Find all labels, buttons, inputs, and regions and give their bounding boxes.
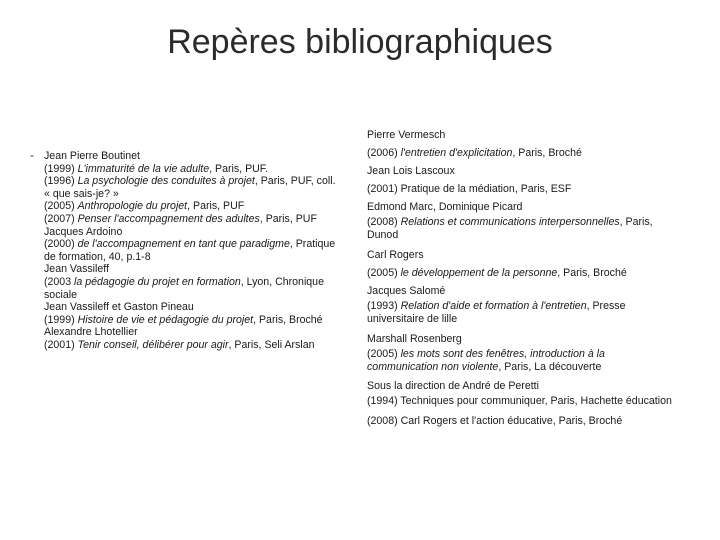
bib-entry: Jacques Ardoino: [44, 225, 123, 238]
bib-entry: Jean Pierre Boutinet: [44, 150, 140, 162]
bib-entry: (2005) Anthropologie du projet, Paris, PUF: [44, 200, 245, 213]
left-bibliography-column: [44, 150, 344, 352]
bib-entry: Jean Lois Lascoux: [367, 165, 455, 177]
bib-entry: (2003 la pédagogie du projet en formation, Lyon, Chronique sociale: [44, 275, 324, 301]
bib-entry: Jean Vassileff: [44, 263, 109, 276]
bib-entry: (1999) Histoire de vie et pédagogie du projet, Paris, Broché: [44, 313, 323, 326]
bib-entry: Pierre Vermesch: [367, 129, 446, 141]
bib-entry: Marshall Rosenberg: [367, 333, 462, 345]
bib-entry: (2005) les mots sont des fenêtres, introduction à la communication non violente, Paris, La découverte: [367, 348, 605, 373]
bib-entry: (2007) Penser l'accompagnement des adultes, Paris, PUF: [44, 212, 317, 225]
bib-entry: Carl Rogers: [367, 249, 424, 261]
bib-entry: (1994) Techniques pour communiquer, Paris, Hachette éducation: [367, 395, 672, 407]
bib-entry: Jean Vassileff et Gaston Pineau: [44, 301, 194, 314]
bib-entry: (2005) le développement de la personne, Paris, Broché: [367, 267, 627, 279]
bib-entry: Alexandre Lhotellier: [44, 326, 138, 339]
bib-entry: (1999) L'immaturité de la vie adulte, Paris, PUF.: [44, 162, 269, 175]
bib-entry: (2000) de l'accompagnement en tant que paradigme, Pratique de formation, 40, p.1-8: [44, 238, 336, 263]
bib-entry: (1993) Relation d'aide et formation à l'entretien, Presse universitaire de lille: [367, 300, 626, 325]
page-title: Repères bibliographiques: [167, 23, 553, 61]
bullet-marker: -: [30, 148, 34, 162]
bib-entry: Edmond Marc, Dominique Picard: [367, 201, 523, 213]
bib-entry: Sous la direction de André de Peretti: [367, 380, 539, 392]
bib-entry: (1996) La psychologie des conduites à projet, Paris, PUF, coll. « que sais-je? »: [44, 175, 336, 200]
bib-entry: (2008) Carl Rogers et l'action éducative, Paris, Broché: [367, 415, 623, 427]
right-bibliography-column: [367, 126, 677, 430]
bib-entry: (2006) l'entretien d'explicitation, Paris, Broché: [367, 147, 582, 159]
bib-entry: (2001) Pratique de la médiation, Paris, ESF: [367, 183, 572, 195]
bib-entry: (2001) Tenir conseil, délibérer pour agir, Paris, Seli Arslan: [44, 338, 315, 351]
bib-entry: Jacques Salomé: [367, 285, 446, 297]
bib-entry: (2008) Relations et communications interpersonnelles, Paris, Dunod: [367, 216, 653, 241]
